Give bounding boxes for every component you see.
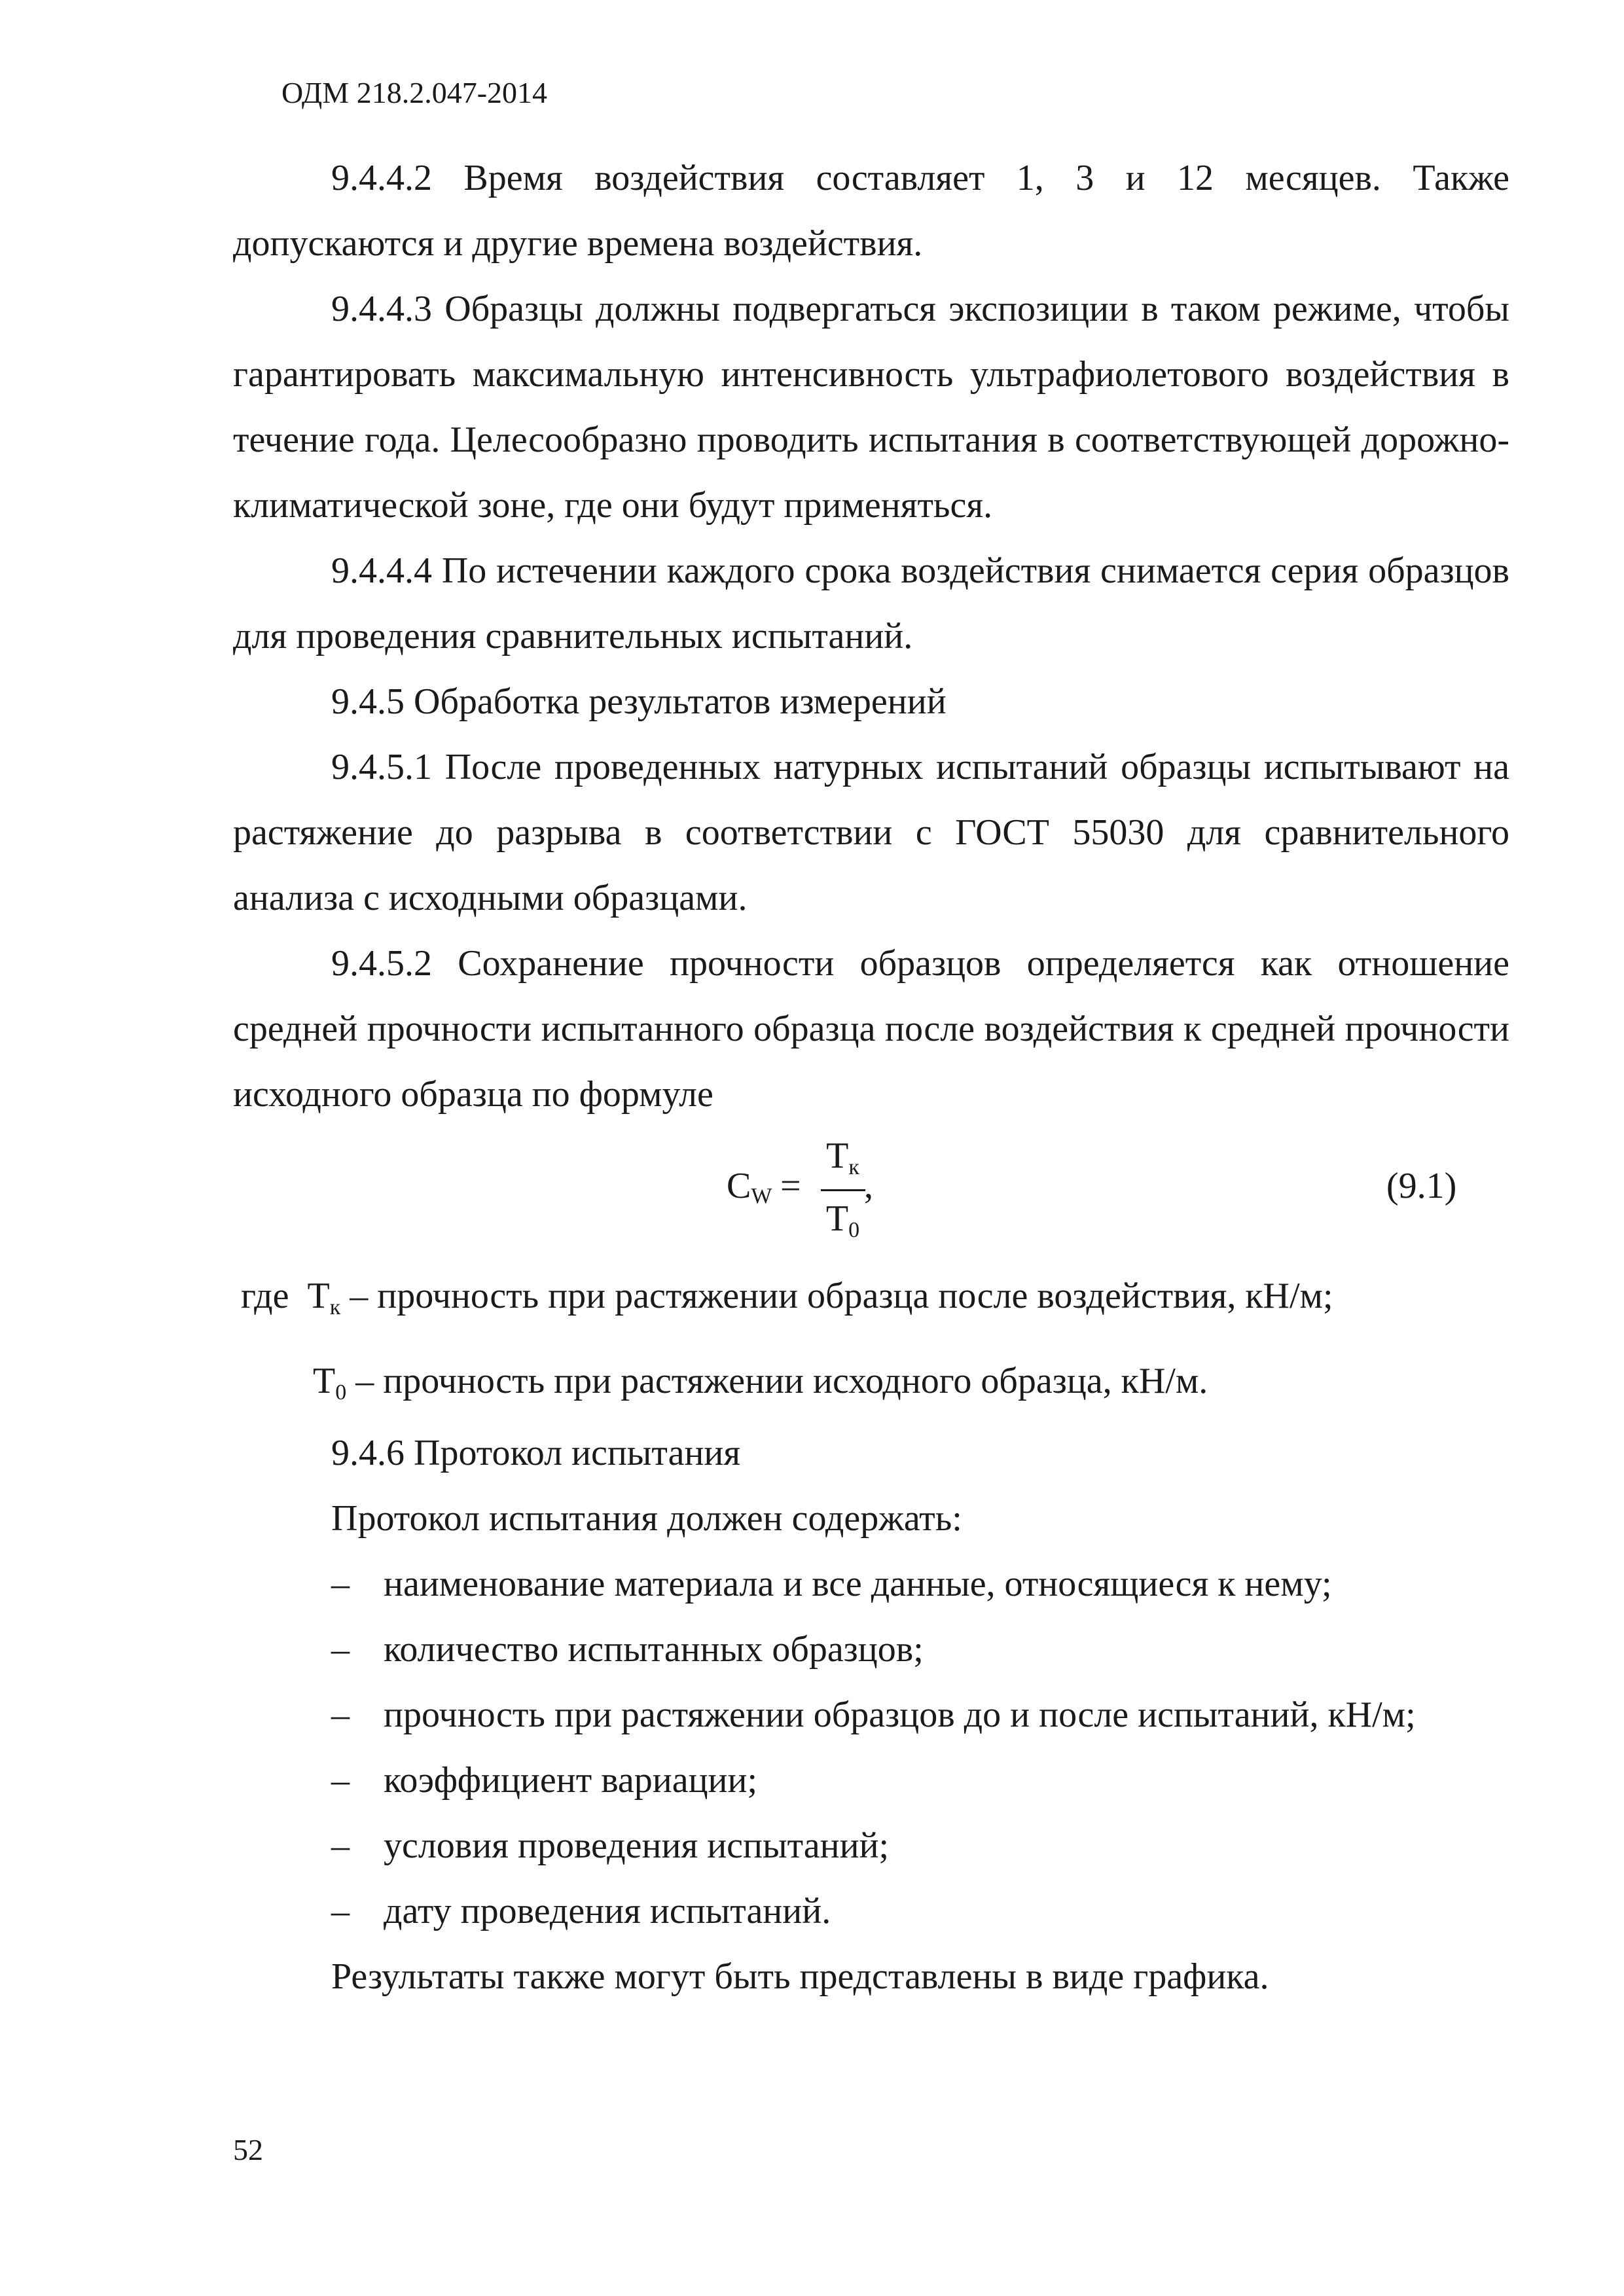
formula-comma: , <box>864 1166 873 1206</box>
where-prefix: где <box>241 1276 289 1316</box>
list-item-text: прочность при растяжении образцов до и после испытаний, кН/м; <box>384 1695 1416 1735</box>
fraction-bar <box>821 1189 865 1191</box>
formula-lhs: $C_W$ <box>727 1166 772 1208</box>
where-line-tk <box>241 1263 1333 1340</box>
protocol-list <box>233 1551 1509 1944</box>
list-dash: – <box>331 1629 350 1670</box>
body-text-top <box>233 145 1509 1127</box>
formula-denominator: $T_0$ <box>825 1198 860 1242</box>
where-t0-description: – прочность при растяжении исходного образца, кН/м. <box>346 1361 1208 1401</box>
list-item <box>331 1551 1509 1617</box>
where-line-t0 <box>313 1348 1208 1426</box>
formula-9-1 <box>0 1132 1624 1250</box>
list-dash: – <box>331 1695 350 1735</box>
formula-equals-sign: = <box>780 1166 801 1206</box>
formula-numerator: $T_к$ <box>826 1136 859 1179</box>
list-item-text: условия проведения испытаний; <box>384 1825 890 1866</box>
paragraph-9-4-4-4: 9.4.4.4 По истечении каждого срока воздействия снимается серия образцов для проведения сравнительных испытаний. <box>233 550 1509 656</box>
paragraph-9-4-4-3: 9.4.4.3 Образцы должны подвергаться экспозиции в таком режиме, чтобы гарантировать максимальную интенсивность ультрафиолетового воздействия в течение года. Целесообразно проводить испытания в соответствующей дорожно-климатической зоне, где они будут применяться. <box>233 289 1509 526</box>
symbol-t0: $T_0$ <box>313 1361 347 1405</box>
protocol-intro: Протокол испытания должен содержать: <box>331 1498 962 1539</box>
paragraph-9-4-5-1: 9.4.5.1 После проведенных натурных испытаний образцы испытывают на растяжение до разрыва в соответствии с ГОСТ 55030 для сравнительного анализа с исходными образцами. <box>233 747 1509 918</box>
list-dash: – <box>331 1760 350 1801</box>
paragraph-9-4-4-2: 9.4.4.2 Время воздействия составляет 1, 3 и 12 месяцев. Также допускаются и другие времена воздействия. <box>233 158 1509 264</box>
body-text-protocol <box>233 1420 1509 2009</box>
list-item <box>331 1682 1509 1748</box>
protocol-closing: Результаты также могут быть представлены в виде графика. <box>331 1956 1269 1997</box>
paragraph-9-4-5-2: 9.4.5.2 Сохранение прочности образцов определяется как отношение средней прочности испытанного образца после воздействия к средней прочности исходного образца по формуле <box>233 943 1509 1115</box>
document-code-header: ОДМ 218.2.047-2014 <box>281 76 548 109</box>
list-item <box>331 1878 1509 1944</box>
page-number: 52 <box>233 2133 263 2166</box>
list-item-text: дату проведения испытаний. <box>384 1891 831 1931</box>
list-dash: – <box>331 1891 350 1931</box>
formula-number: (9.1) <box>1386 1166 1457 1206</box>
list-dash: – <box>331 1825 350 1866</box>
symbol-tk: $T_к$ <box>307 1276 341 1319</box>
heading-9-4-5: 9.4.5 Обработка результатов измерений <box>331 681 947 722</box>
where-tk-description: – прочность при растяжении образца после воздействия, кН/м; <box>340 1276 1333 1316</box>
list-item-text: коэффициент вариации; <box>384 1760 758 1801</box>
list-item <box>331 1813 1509 1878</box>
list-item <box>331 1617 1509 1682</box>
list-item-text: количество испытанных образцов; <box>384 1629 924 1670</box>
list-item <box>331 1748 1509 1813</box>
heading-9-4-6: 9.4.6 Протокол испытания <box>331 1433 741 1473</box>
list-item-text: наименование материала и все данные, относящиеся к нему; <box>384 1564 1332 1604</box>
list-dash: – <box>331 1564 350 1604</box>
